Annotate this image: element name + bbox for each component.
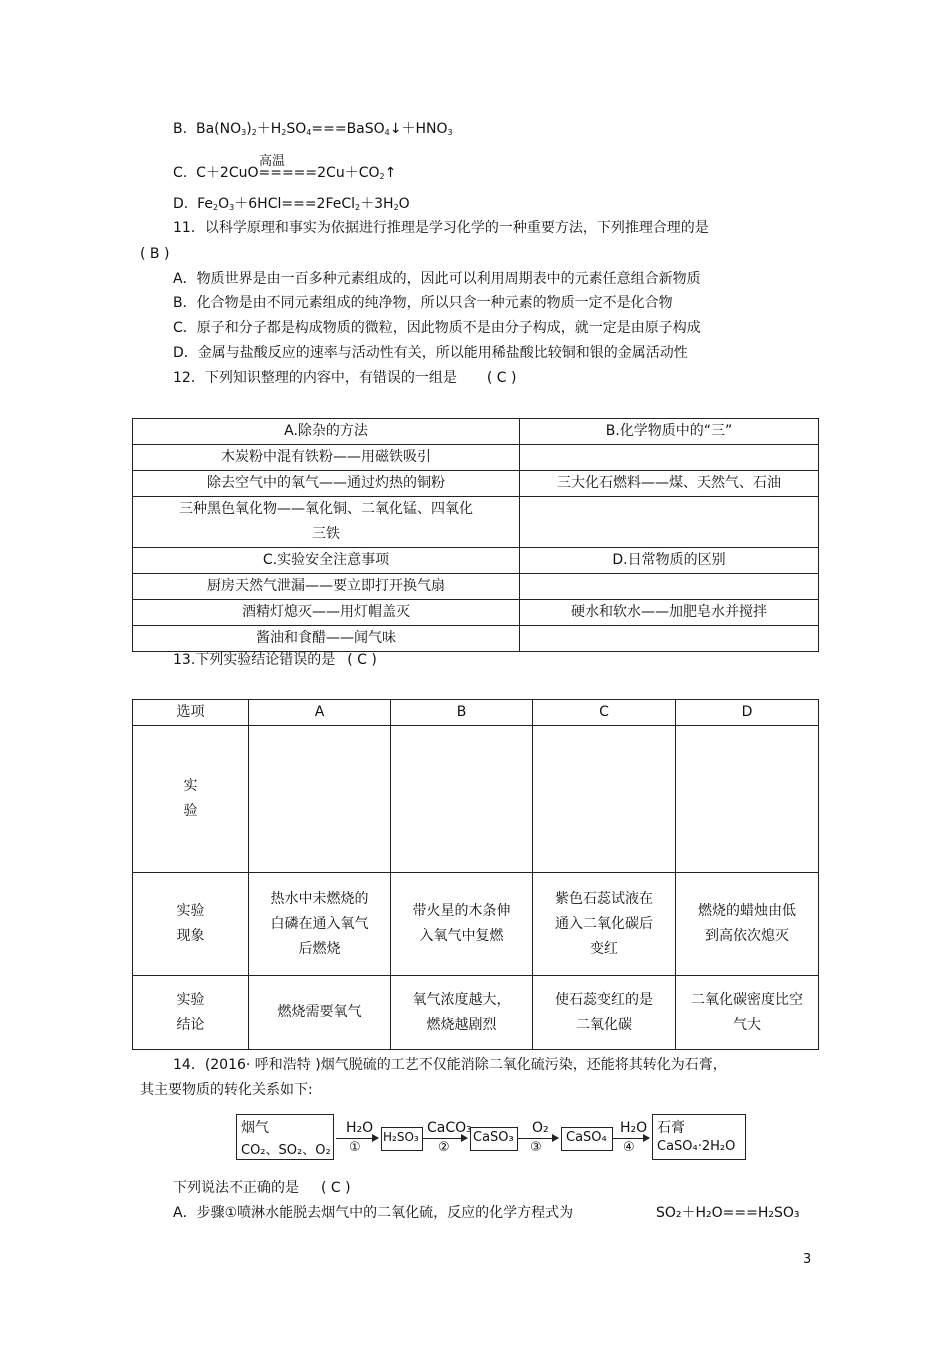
- q13-stem: 13.下列实验结论错误的是 ( C ): [173, 652, 377, 668]
- flow-step-3: ③: [530, 1140, 542, 1155]
- table-row: [133, 419, 819, 445]
- q14-stem-2: 其主要物质的转化关系如下:: [140, 1082, 313, 1098]
- flow-reagent-3: O₂: [532, 1120, 549, 1136]
- table-cell: 燃烧的蜡烛由低到高依次熄灭: [676, 873, 819, 976]
- flow-box-gypsum-content: CaSO₄·2H₂O: [657, 1139, 736, 1154]
- flow-step-1: ①: [349, 1140, 361, 1155]
- table-row: [133, 873, 819, 976]
- experiment-image-d: [676, 726, 819, 873]
- table-cell: [520, 626, 819, 652]
- arrow-icon: [423, 1138, 467, 1139]
- q14-option-a-equation: SO₂＋H₂O===H₂SO₃: [656, 1205, 800, 1221]
- arrow-icon: [518, 1138, 558, 1139]
- q11-option-d: D．金属与盐酸反应的速率与活动性有关，所以能用稀盐酸比较铜和银的金属活动性: [173, 345, 688, 361]
- experiment-image-b: [391, 726, 533, 873]
- equation-d: D. $Fe_2O_3+6HCl===2FeCl_2+3H_2O$: [173, 196, 410, 212]
- q14-question: 下列说法不正确的是 ( C ): [173, 1180, 351, 1196]
- q11-answer: ( B ): [140, 246, 170, 262]
- table-row: [133, 471, 819, 497]
- table-header-cell: 选项: [133, 700, 249, 726]
- table-cell: 二氧化碳密度比空气大: [676, 976, 819, 1050]
- table-cell: 氧气浓度越大，燃烧越剧烈: [391, 976, 533, 1050]
- table-cell: 除去空气中的氧气——通过灼热的铜粉: [133, 471, 520, 497]
- q12-table: [132, 418, 819, 652]
- table-header-cell: B.化学物质中的“三”: [520, 419, 819, 445]
- row-label-conclusion: 实验结论: [133, 976, 249, 1050]
- table-cell: 使石蕊变红的是二氧化碳: [533, 976, 676, 1050]
- q12-stem: 12．下列知识整理的内容中，有错误的一组是 ( C ): [173, 370, 517, 386]
- table-row: [133, 497, 819, 548]
- table-cell: 厨房天然气泄漏——要立即打开换气扇: [133, 574, 520, 600]
- flow-reagent-4: H₂O: [620, 1120, 648, 1136]
- table-row: [133, 700, 819, 726]
- table-cell: 燃烧需要氧气: [249, 976, 391, 1050]
- row-label-phenomenon: 实验现象: [133, 873, 249, 976]
- flow-box-flue-gas-title: 烟气: [241, 1120, 269, 1136]
- table-header-cell: A.除杂的方法: [133, 419, 520, 445]
- equation-c: C. $C+2CuO=====2Cu+CO_2↑$: [173, 165, 397, 181]
- experiment-image-c: [533, 726, 676, 873]
- table-header-cell: D: [676, 700, 819, 726]
- table-cell: 酒精灯熄灭——用灯帽盖灭: [133, 600, 520, 626]
- table-row: [133, 548, 819, 574]
- arrow-icon: [613, 1138, 649, 1139]
- q14-stem: 14．(2016· 呼和浩特 )烟气脱硫的工艺不仅能消除二氧化硫污染，还能将其转化为石膏，: [173, 1057, 727, 1073]
- table-row: [133, 976, 819, 1050]
- experiment-image-a: [249, 726, 391, 873]
- table-header-cell: A: [249, 700, 391, 726]
- equation-b: B. $Ba(NO_3)_2+H_2SO_4===BaSO_4↓+HNO_3$: [173, 121, 453, 137]
- flow-reagent-1: H₂O: [346, 1120, 374, 1136]
- table-cell: [520, 445, 819, 471]
- table-cell: 木炭粉中混有铁粉——用磁铁吸引: [133, 445, 520, 471]
- table-cell: 带火星的木条伸入氧气中复燃: [391, 873, 533, 976]
- q14-option-a: A．步骤①喷淋水能脱去烟气中的二氧化硫，反应的化学方程式为: [173, 1205, 574, 1221]
- page-number: 3: [803, 1252, 812, 1267]
- reaction-condition: 高温: [259, 154, 286, 169]
- table-cell: [520, 497, 819, 548]
- flow-box-caso3-label: CaSO₃: [473, 1130, 514, 1145]
- q11-option-b: B．化合物是由不同元素组成的纯净物，所以只含一种元素的物质一定不是化合物: [173, 295, 673, 311]
- q13-table: [132, 699, 819, 1050]
- flow-step-4: ④: [623, 1140, 635, 1155]
- row-label-experiment: 实验: [133, 726, 249, 873]
- table-row: [133, 574, 819, 600]
- table-row: [133, 445, 819, 471]
- table-header-cell: C: [533, 700, 676, 726]
- table-header-cell: D.日常物质的区别: [520, 548, 819, 574]
- table-cell: 三大化石燃料——煤、天然气、石油: [520, 471, 819, 497]
- q11-option-a: A．物质世界是由一百多种元素组成的，因此可以利用周期表中的元素任意组合新物质: [173, 271, 701, 287]
- flow-box-gypsum-title: 石膏: [657, 1120, 685, 1136]
- table-cell: [520, 574, 819, 600]
- table-cell: 热水中未燃烧的白磷在通入氧气后燃烧: [249, 873, 391, 976]
- table-cell: 三种黑色氧化物——氧化铜、二氧化锰、四氧化三铁: [133, 497, 520, 548]
- table-row: [133, 600, 819, 626]
- flow-step-2: ②: [438, 1140, 450, 1155]
- flow-box-flue-gas-content: CO₂、SO₂、O₂: [241, 1143, 331, 1158]
- flow-reagent-2: CaCO₃: [427, 1120, 472, 1136]
- table-row: [133, 626, 819, 652]
- flow-box-h2so3-label: H₂SO₃: [383, 1130, 419, 1144]
- table-cell: 紫色石蕊试液在通入二氧化碳后变红: [533, 873, 676, 976]
- arrow-icon: [336, 1138, 378, 1139]
- table-row: [133, 726, 819, 873]
- table-cell: 硬水和软水——加肥皂水并搅拌: [520, 600, 819, 626]
- table-header-cell: B: [391, 700, 533, 726]
- q11-option-c: C．原子和分子都是构成物质的微粒，因此物质不是由分子构成，就一定是由原子构成: [173, 320, 701, 336]
- table-cell: 酱油和食醋——闻气味: [133, 626, 520, 652]
- table-header-cell: C.实验安全注意事项: [133, 548, 520, 574]
- flow-box-caso4-label: CaSO₄: [566, 1130, 607, 1145]
- q11-stem: 11．以科学原理和事实为依据进行推理是学习化学的一种重要方法，下列推理合理的是: [173, 220, 709, 236]
